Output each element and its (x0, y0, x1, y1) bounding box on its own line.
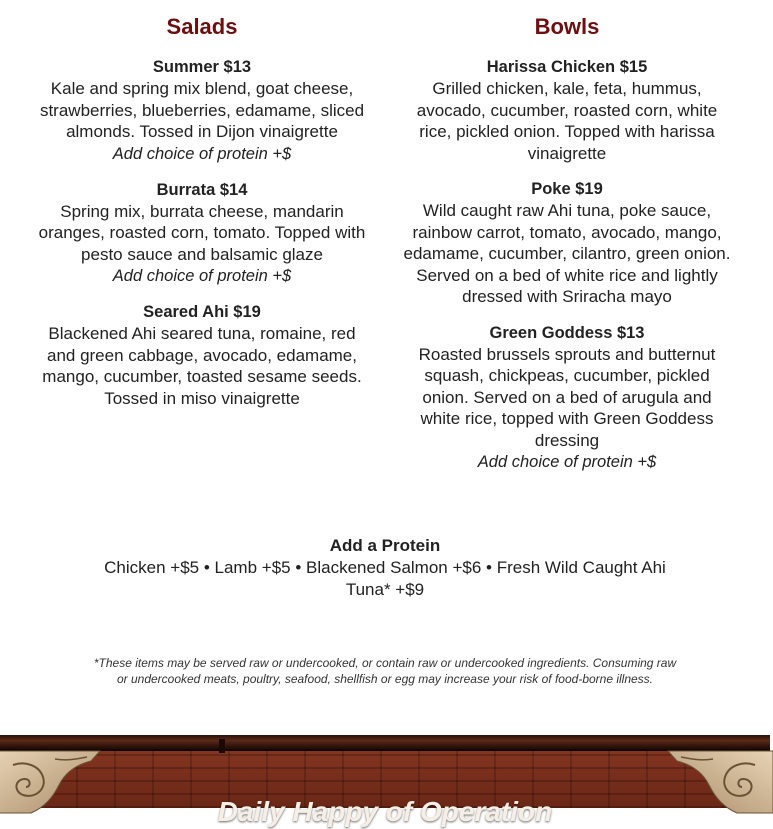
protein-options: Chicken +$5 • Lamb +$5 • Blackened Salmon +$6 • Fresh Wild Caught Ahi Tuna* +$9 (104, 558, 666, 599)
salads-heading: Salads (166, 14, 238, 39)
raw-food-disclaimer: *These items may be served raw or undercooked, or contain raw or undercooked ingredients. Consuming raw or undercooked meats, poultry, seafood, shellfish or egg may increase your risk of food-borne illness. (93, 656, 677, 686)
menu-item-summer (37, 56, 367, 165)
item-protein-addon: Add choice of protein +$ (112, 144, 292, 163)
item-name: Poke $19 (531, 180, 603, 198)
item-description: Blackened Ahi seared tuna, romaine, red and green cabbage, avocado, edamame, mango, cucumber, toasted sesame seeds. Tossed in miso vinaigrette (42, 324, 362, 408)
item-description: Wild caught raw Ahi tuna, poke sauce, rainbow carrot, tomato, avocado, mango, edamame, cucumber, cilantro, green onion. Served on a bed of white rice and lightly dressed with Sriracha mayo (403, 201, 731, 306)
item-description: Spring mix, burrata cheese, mandarin oranges, roasted corn, tomato. Topped with pesto sauce and balsamic glaze (38, 201, 366, 264)
add-protein-heading: Add a Protein (329, 536, 441, 555)
menu-item-seared-ahi (37, 301, 367, 409)
item-description: Grilled chicken, kale, feta, hummus, avocado, cucumber, roasted corn, white rice, pickled onion. Topped with harissa vinaigrette (416, 79, 718, 163)
banner-trim (0, 735, 770, 751)
banner-trim-notch (219, 739, 225, 753)
item-description: Kale and spring mix blend, goat cheese, strawberries, blueberries, edamame, sliced almonds. Tossed in Dijon vinaigrette (39, 79, 365, 141)
bowls-column (402, 12, 732, 487)
menu-item-burrata (37, 179, 367, 288)
item-name: Burrata $14 (156, 180, 248, 199)
banner-title: Daily Happy of Operation (217, 796, 553, 827)
item-name: Seared Ahi $19 (143, 303, 261, 321)
brick-banner (0, 735, 770, 827)
salads-column (37, 12, 367, 423)
item-protein-addon: Add choice of protein +$ (477, 453, 657, 471)
item-description: Roasted brussels sprouts and butternut squash, chickpeas, cucumber, pickled onion. Served on a bed of arugula and white rice, topped with Green Goddess dressing (418, 344, 716, 450)
bowls-heading: Bowls (534, 14, 600, 39)
menu-item-harissa-chicken (402, 56, 732, 164)
menu-item-poke (402, 178, 732, 308)
item-name: Summer $13 (152, 58, 252, 76)
item-protein-addon: Add choice of protein +$ (112, 267, 292, 285)
item-name: Green Goddess $13 (489, 323, 645, 342)
menu-item-green-goddess (402, 322, 732, 474)
add-protein-section (85, 535, 685, 600)
item-name: Harissa Chicken $15 (486, 58, 648, 76)
